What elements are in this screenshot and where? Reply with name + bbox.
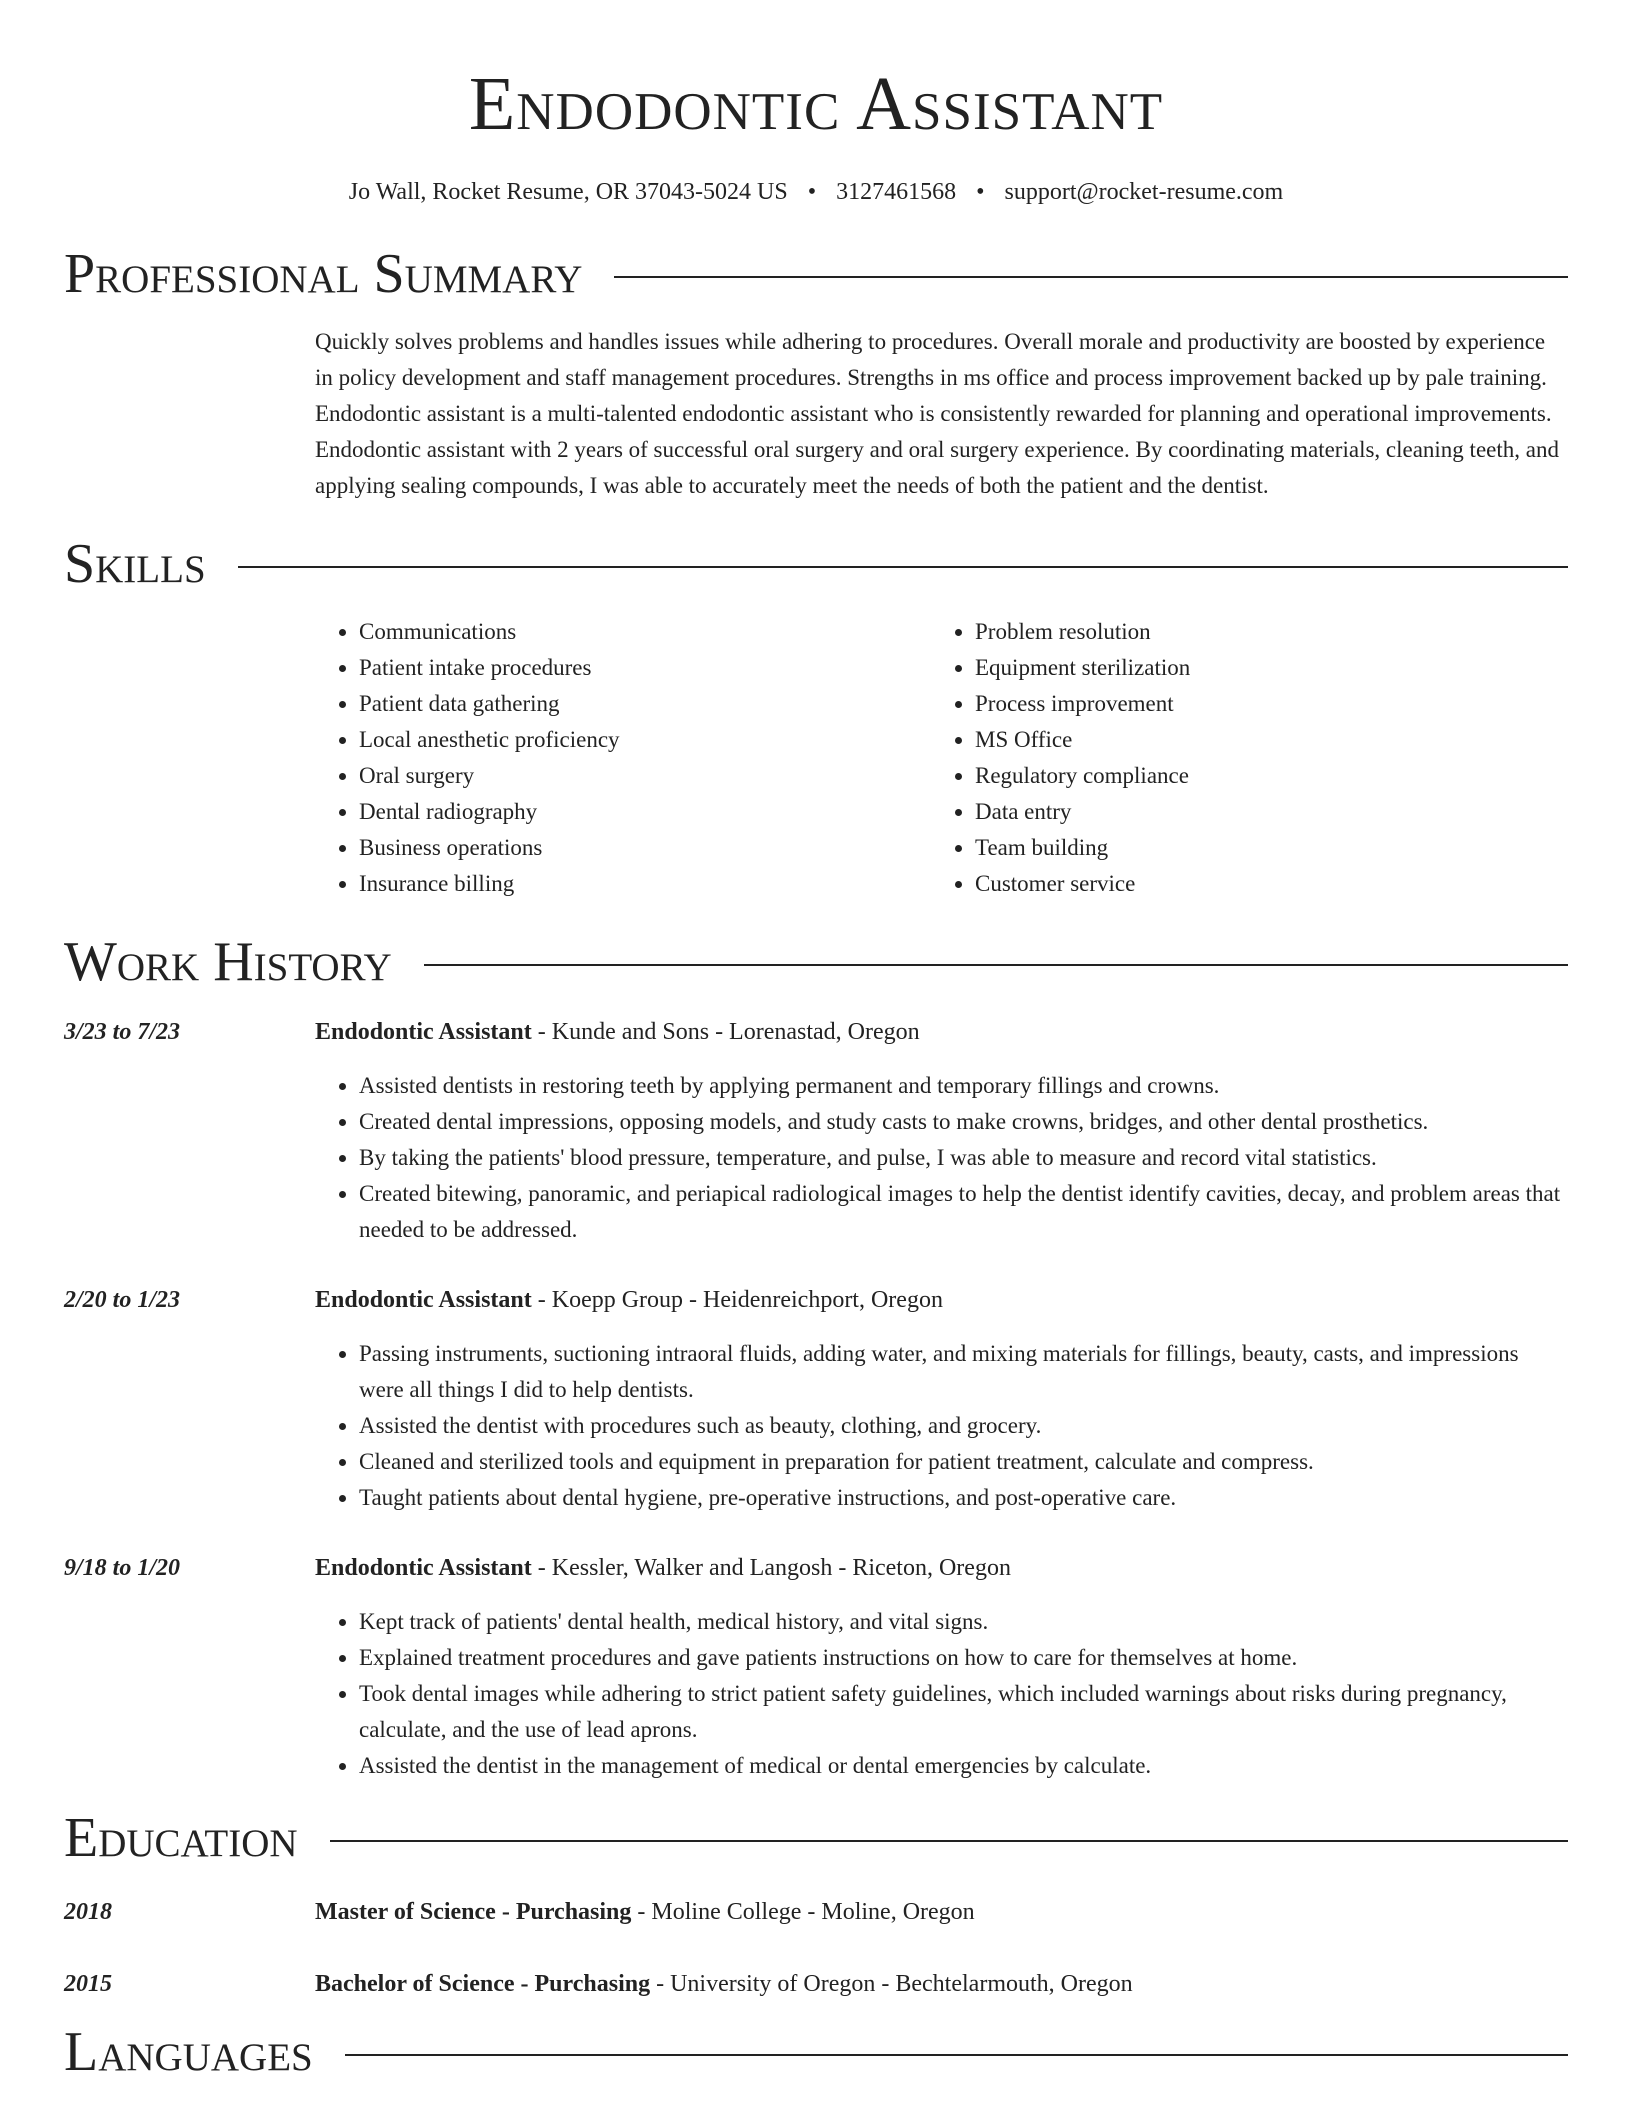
contact-line	[64, 176, 1568, 208]
job-bullet: • Passing instruments, suctioning intraoral fluids, adding water, and mixing materials for fillings, beauty, casts, and impressions were all things I did to help dentists.	[359, 1336, 1568, 1408]
skill-item: • Communications	[359, 614, 931, 650]
job-bullet: • Explained treatment procedures and gave patients instructions on how to care for themselves at home.	[359, 1640, 1568, 1676]
languages-section-header	[64, 2020, 1568, 2084]
section-divider	[345, 2054, 1568, 2056]
skills-column-right	[931, 614, 1547, 902]
job-employer: - Kunde and Sons - Lorenastad, Oregon	[531, 1019, 920, 1045]
job-bullets	[315, 1068, 1568, 1248]
skill-item: • MS Office	[975, 722, 1547, 758]
education-school: - Moline College - Moline, Oregon	[631, 1899, 975, 1925]
contact-phone: 3127461568	[836, 179, 957, 205]
job-title: Endodontic Assistant	[315, 1287, 532, 1313]
section-divider	[424, 964, 1568, 966]
education-entry	[64, 1966, 1568, 2002]
job-bullets	[315, 1604, 1568, 1784]
education-details	[315, 1966, 1568, 2002]
job-employer: - Koepp Group - Heidenreichport, Oregon	[531, 1287, 943, 1313]
contact-separator: •	[976, 179, 985, 205]
skill-item: • Equipment sterilization	[975, 650, 1547, 686]
skill-item: • Data entry	[975, 794, 1547, 830]
job-dates: 9/18 to 1/20	[64, 1555, 181, 1581]
summary-text: Quickly solves problems and handles issues while adhering to procedures. Overall morale and productivity are boosted by experience in policy development and staff management procedures. Strengths in ms office and process improvement backed up by pale training. Endodontic assistant is a multi-talented endodontic assistant who is consistently rewarded for planning and operational improvements. Endodontic assistant with 2 years of successful oral surgery and oral surgery experience. By coordinating materials, cleaning teeth, and applying sealing compounds, I was able to accurately meet the needs of both the patient and the dentist.	[315, 329, 1559, 498]
skills-section-header	[64, 532, 1568, 596]
work-heading: Work History	[64, 931, 392, 993]
skill-item: • Oral surgery	[359, 758, 931, 794]
contact-separator: •	[807, 179, 817, 205]
job-dates: 3/23 to 7/23	[64, 1019, 181, 1045]
skills-list	[315, 614, 1568, 902]
job-bullet: • Assisted the dentist with procedures such as beauty, clothing, and grocery.	[359, 1408, 1568, 1444]
education-heading: Education	[64, 1807, 298, 1869]
skills-heading: Skills	[64, 533, 206, 595]
education-degree: Master of Science - Purchasing	[315, 1899, 632, 1925]
skill-item: • Team building	[975, 830, 1547, 866]
job-details	[315, 1282, 1568, 1516]
job-employer: - Kessler, Walker and Langosh - Riceton, Oregon	[531, 1555, 1011, 1581]
skill-item: • Business operations	[359, 830, 931, 866]
resume-page	[64, 0, 1568, 2084]
education-section-header	[64, 1806, 1568, 1870]
job-bullet: • Assisted the dentist in the management of medical or dental emergencies by calculate.	[359, 1748, 1568, 1784]
job-bullet: • Assisted dentists in restoring teeth by applying permanent and temporary fillings and crowns.	[359, 1068, 1568, 1104]
job-bullet: • By taking the patients' blood pressure, temperature, and pulse, I was able to measure and record vital statistics.	[359, 1140, 1568, 1176]
job-details	[315, 1550, 1568, 1784]
summary-heading: Professional Summary	[64, 243, 583, 305]
work-section-header	[64, 930, 1568, 994]
summary-section-header	[64, 242, 1568, 306]
skill-item: • Customer service	[975, 866, 1547, 902]
education-year: 2018	[64, 1899, 112, 1925]
section-divider	[330, 1840, 1568, 1842]
job-dates: 2/20 to 1/23	[64, 1287, 181, 1313]
languages-heading: Languages	[64, 2021, 313, 2083]
section-divider	[238, 566, 1568, 568]
job-bullet: • Kept track of patients' dental health, medical history, and vital signs.	[359, 1604, 1568, 1640]
skills-column-left	[315, 614, 931, 902]
skill-item: • Patient data gathering	[359, 686, 931, 722]
skill-item: • Problem resolution	[975, 614, 1547, 650]
section-divider	[614, 276, 1568, 278]
job-bullet: • Created dental impressions, opposing models, and study casts to make crowns, bridges, and other dental prosthetics.	[359, 1104, 1568, 1140]
skill-item: • Process improvement	[975, 686, 1547, 722]
education-year: 2015	[64, 1971, 112, 1997]
job-details	[315, 1014, 1568, 1248]
job-bullet: • Taught patients about dental hygiene, pre-operative instructions, and post-operative care.	[359, 1480, 1568, 1516]
job-entry	[64, 1014, 1568, 1248]
job-title: Endodontic Assistant	[315, 1019, 532, 1045]
skill-item: • Insurance billing	[359, 866, 931, 902]
skill-item: • Dental radiography	[359, 794, 931, 830]
job-bullet: • Took dental images while adhering to strict patient safety guidelines, which included warnings about risks during pregnancy, calculate, and the use of lead aprons.	[359, 1676, 1568, 1748]
education-school: - University of Oregon - Bechtelarmouth, Oregon	[650, 1971, 1133, 1997]
job-entry	[64, 1282, 1568, 1516]
education-degree: Bachelor of Science - Purchasing	[315, 1971, 651, 1997]
skill-item: • Regulatory compliance	[975, 758, 1547, 794]
education-details	[315, 1894, 1568, 1930]
education-entry	[64, 1894, 1568, 1930]
job-bullet: • Cleaned and sterilized tools and equipment in preparation for patient treatment, calculate and compress.	[359, 1444, 1568, 1480]
contact-address: Jo Wall, Rocket Resume, OR 37043-5024 US	[348, 179, 788, 205]
skill-item: • Patient intake procedures	[359, 650, 931, 686]
contact-email: support@rocket-resume.com	[1004, 179, 1284, 205]
job-bullets	[315, 1336, 1568, 1516]
skill-item: • Local anesthetic proficiency	[359, 722, 931, 758]
job-bullet: • Created bitewing, panoramic, and periapical radiological images to help the dentist identify cavities, decay, and problem areas that needed to be addressed.	[359, 1176, 1568, 1248]
job-title: Endodontic Assistant	[315, 1555, 532, 1581]
resume-title: Endodontic Assistant	[468, 62, 1164, 146]
job-entry	[64, 1550, 1568, 1784]
